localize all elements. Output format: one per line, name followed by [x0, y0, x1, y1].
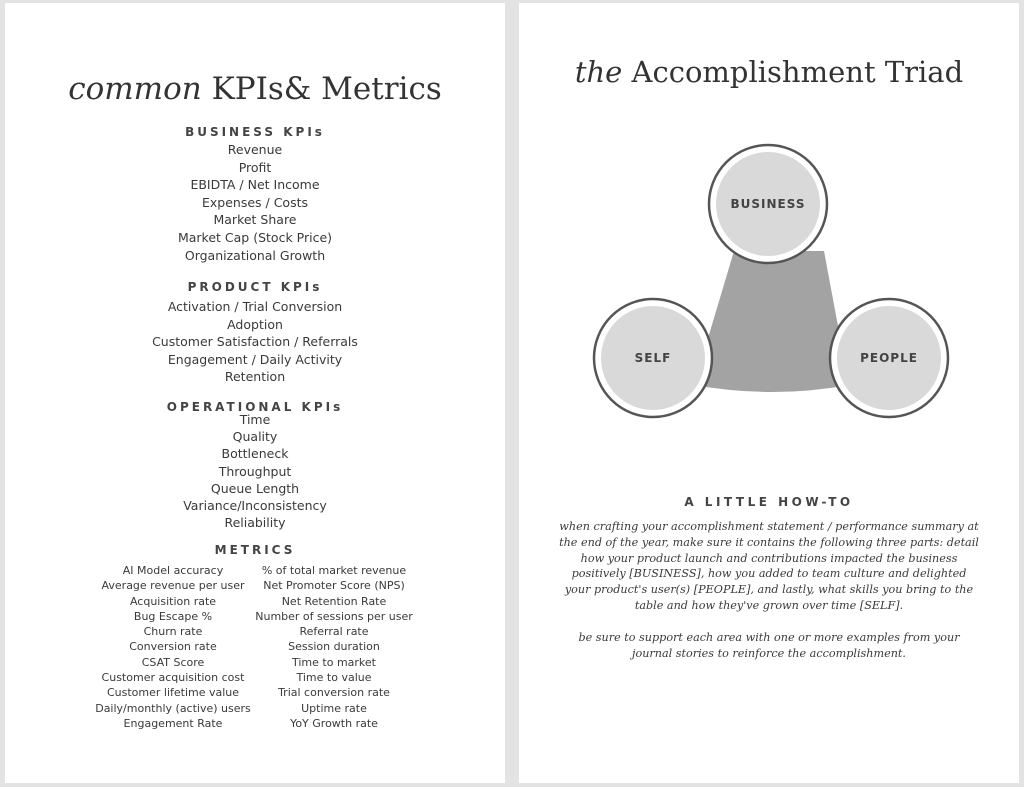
self-node: [594, 299, 712, 417]
title-rest: Accomplishment Triad: [631, 55, 964, 89]
list-item: Profit: [238, 159, 272, 175]
list-item: Queue Length: [210, 480, 300, 496]
metric-item: Acquisition rate: [129, 594, 217, 608]
list-item: Activation / Trial Conversion: [167, 299, 343, 314]
metric-item: Net Promoter Score (NPS): [263, 579, 405, 593]
metric-item: Referral rate: [299, 625, 369, 639]
list-item: Throughput: [218, 463, 292, 479]
triad-connector: [694, 251, 849, 392]
list-item: Adoption: [227, 316, 283, 332]
business-label: BUSINESS: [730, 197, 806, 211]
people-label: PEOPLE: [860, 351, 918, 365]
metric-item: Average revenue per user: [101, 579, 245, 593]
metric-item: Engagement Rate: [123, 716, 223, 730]
product-kpis-heading: PRODUCT KPIs: [187, 280, 323, 294]
list-item: Organizational Growth: [184, 247, 326, 263]
metric-item: % of total market revenue: [261, 564, 407, 577]
business-kpis-list: [5, 141, 505, 264]
metric-item: Trial conversion rate: [278, 686, 390, 700]
metric-item: Customer acquisition cost: [101, 671, 245, 685]
operational-kpis-list: [5, 411, 505, 531]
metric-item: CSAT Score: [141, 655, 205, 669]
metric-item: Net Retention Rate: [281, 594, 387, 608]
howto-paragraph-2: be sure to support each area with one or more examples from your journal stories to reinforce the accomplishment.: [578, 631, 960, 660]
page-title: [5, 71, 505, 107]
list-item: Time: [239, 412, 271, 427]
right-page: [519, 3, 1019, 783]
metric-item: AI Model accuracy: [122, 564, 224, 577]
title-italic: common: [68, 71, 202, 107]
metric-item: Uptime rate: [301, 701, 367, 715]
list-item: Quality: [232, 429, 278, 445]
list-item: Retention: [224, 369, 286, 385]
metric-item: Session duration: [288, 640, 380, 654]
metric-item: Daily/monthly (active) users: [95, 701, 251, 715]
list-item: Engagement / Daily Activity: [167, 351, 343, 367]
self-label: SELF: [634, 351, 672, 365]
howto-heading: A LITTLE HOW-TO: [684, 495, 854, 509]
business-kpis-heading: BUSINESS KPIs: [185, 125, 325, 139]
title-italic: the: [574, 55, 623, 89]
business-node: [709, 145, 827, 263]
metric-item: Churn rate: [143, 625, 203, 639]
list-item: EBIDTA / Net Income: [190, 177, 320, 193]
metric-item: Customer lifetime value: [106, 686, 240, 700]
metric-item: YoY Growth rate: [290, 716, 378, 730]
metric-item: Time to value: [296, 671, 372, 685]
product-kpis-list: [5, 298, 505, 386]
metric-item: Time to market: [292, 655, 376, 669]
list-item: Customer Satisfaction / Referrals: [152, 334, 358, 350]
metric-item: Conversion rate: [129, 640, 217, 654]
people-node: [830, 299, 948, 417]
list-item: Revenue: [227, 142, 283, 157]
metrics-column-2: [239, 563, 429, 731]
operational-kpis-heading: OPERATIONAL KPIs: [166, 400, 344, 414]
list-item: Bottleneck: [221, 446, 289, 462]
metric-item: Bug Escape %: [133, 609, 213, 623]
accomplishment-triad-diagram: [519, 3, 1019, 433]
list-item: Variance/Inconsistency: [183, 497, 327, 513]
list-item: Expenses / Costs: [201, 194, 309, 210]
list-item: Reliability: [224, 515, 286, 531]
list-item: Market Cap (Stock Price): [177, 229, 333, 245]
list-item: Market Share: [213, 212, 297, 228]
metric-item: Number of sessions per user: [255, 609, 413, 623]
metrics-heading: METRICS: [214, 543, 296, 557]
title-rest: KPIs& Metrics: [211, 71, 442, 107]
howto-paragraph-1: when crafting your accomplishment statement / performance summary at the end of the year, make sure it contains the following three parts: detail how your product launch and contributions impacted the business positively [BUSINESS], how you added to team culture and delighted your product's user(s) [PEOPLE], and lastly, what skills you bring to the table and how they've grown over time [SELF].: [559, 520, 979, 612]
left-page: [5, 3, 505, 783]
